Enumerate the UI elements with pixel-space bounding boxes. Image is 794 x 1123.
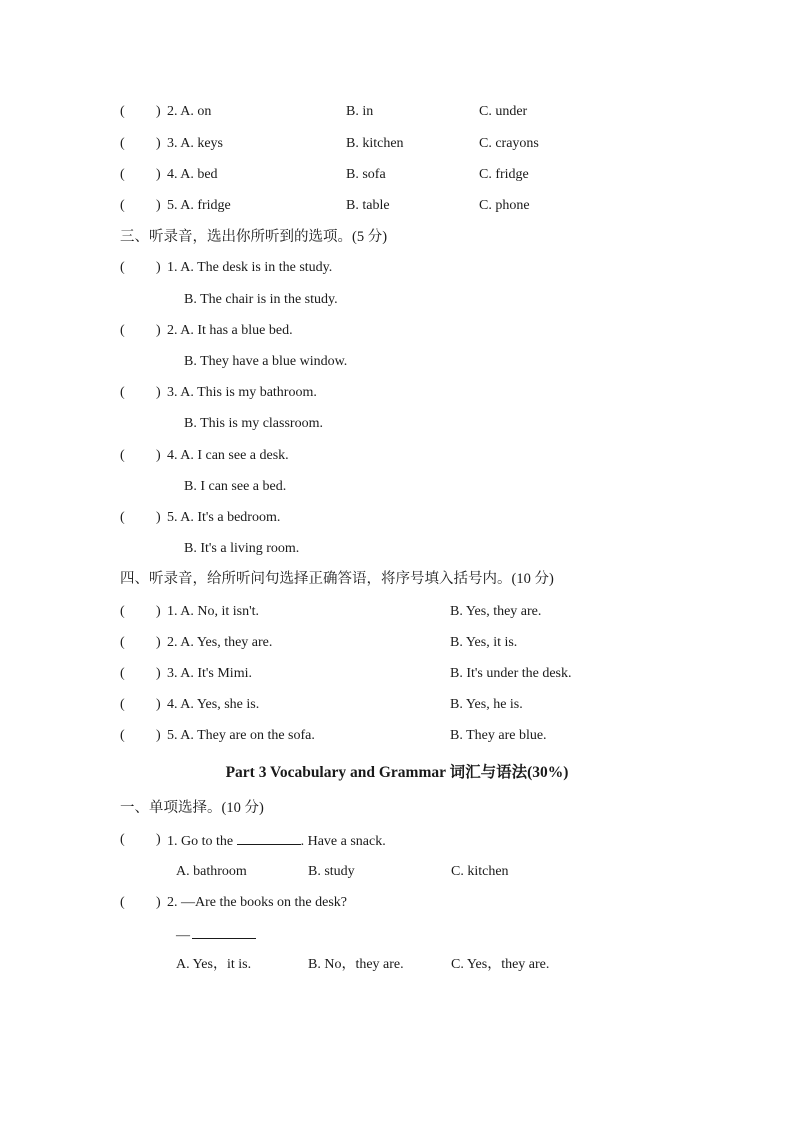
option-b: B. I can see a bed. <box>184 479 287 494</box>
option-b: B. This is my classroom. <box>184 416 323 431</box>
question-stem: 2. —Are the books on the desk? <box>167 895 348 910</box>
option-a: 3. A. This is my bathroom. <box>167 385 317 400</box>
option-c: C. fridge <box>479 167 529 182</box>
section-heading: 四、听录音，给所听问句选择正确答语，将序号填入括号内。(10 分) <box>120 571 554 587</box>
section-heading: 一、单项选择。(10 分) <box>120 800 264 816</box>
option-b: B. They have a blue window. <box>184 354 348 369</box>
option-c: C. kitchen <box>451 864 509 879</box>
option-b: B. It's a living room. <box>184 541 300 556</box>
section-heading: 三、听录音，选出你所听到的选项。(5 分) <box>120 229 388 245</box>
option-a: A. bathroom <box>176 864 247 879</box>
option-a: 2. A. It has a blue bed. <box>167 323 293 338</box>
option-b: B. Yes, he is. <box>450 697 523 712</box>
option-b: B. study <box>308 864 355 879</box>
option-b: B. They are blue. <box>450 728 547 743</box>
option-b: B. The chair is in the study. <box>184 292 338 307</box>
option-a: 4. A. bed <box>167 167 218 182</box>
option-a: 1. A. The desk is in the study. <box>167 260 333 275</box>
option-a: 2. A. Yes, they are. <box>167 635 273 650</box>
option-c: C. under <box>479 104 528 119</box>
option-a: 2. A. on <box>167 104 212 119</box>
option-c: C. phone <box>479 198 530 213</box>
option-b: B. It's under the desk. <box>450 666 572 681</box>
option-a: 1. A. No, it isn't. <box>167 604 259 619</box>
option-a: 5. A. They are on the sofa. <box>167 728 315 743</box>
option-b: B. No，they are. <box>308 957 404 972</box>
option-a: 4. A. I can see a desk. <box>167 448 289 463</box>
fill-blank[interactable] <box>237 830 301 845</box>
option-a: A. Yes，it is. <box>176 957 252 972</box>
option-b: B. sofa <box>346 167 386 182</box>
option-b: B. Yes, they are. <box>450 604 542 619</box>
option-a: 3. A. keys <box>167 136 223 151</box>
question-stem: 1. Go to the . Have a snack. <box>167 830 386 852</box>
option-a: 5. A. It's a bedroom. <box>167 510 281 525</box>
dialogue-answer-line: — <box>176 924 256 946</box>
fill-blank[interactable] <box>192 924 256 939</box>
option-a: 3. A. It's Mimi. <box>167 666 252 681</box>
option-c: C. Yes，they are. <box>451 957 550 972</box>
option-b: B. kitchen <box>346 136 404 151</box>
option-a: 5. A. fridge <box>167 198 231 213</box>
option-b: B. table <box>346 198 390 213</box>
part-title: Part 3 Vocabulary and Grammar 词汇与语法(30%) <box>225 764 569 781</box>
option-b: B. in <box>346 104 374 119</box>
option-b: B. Yes, it is. <box>450 635 518 650</box>
option-c: C. crayons <box>479 136 539 151</box>
option-a: 4. A. Yes, she is. <box>167 697 260 712</box>
